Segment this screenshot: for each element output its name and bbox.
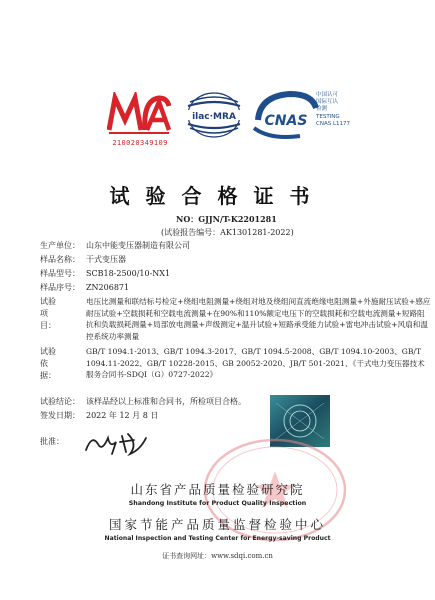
field-value: GB/T 1094.1-2013、GB/T 1094.3-2017、GB/T 1094.5-2008、GB/T 1094.10-2003、GB/T 1094.11-2022、GB/T 10228-2015、GB 20052-2020、JB/T 501-2021、《干式电力变压器技术服务合同书-SDQI（G）0727-2022》: [86, 347, 425, 380]
national-center-name-cn: 国家节能产品质量监督检验中心: [108, 517, 326, 532]
certificate-query-url: 证书查询网址：www.sdqi.com.cn: [162, 552, 273, 560]
certificate-number: NO：GJJN/T-K2201281: [176, 214, 277, 224]
field-value: 2022 年 12 月 8 日: [86, 411, 159, 420]
signature-icon: [82, 430, 152, 458]
field-value: SCB18-2500/10-NX1: [86, 269, 171, 278]
cnas-side-line: TESTING: [316, 113, 340, 120]
field-value: ZN206871: [86, 283, 130, 292]
field-label: 批准：: [40, 437, 64, 446]
field-label: 样品名称：: [40, 255, 80, 264]
svg-text:CNAS: CNAS: [264, 113, 308, 129]
field-value: 电压比测量和联结标号检定+绕组电阻测量+绕组对地及绕组间直流绝缘电阻测量+外施耐压试验+感应耐压试验+空载损耗和空载电流测量+在90%和110%额定电压下的空载损耗和空载电流测量+短路阻抗和负载损耗测量+局部放电测量+声级测定+温升试验+短路承受能力试验+雷电冲击试验+风扇和温控系统功率测量: [86, 297, 431, 341]
institute-name-cn: 山东省产品质量检验研究院: [130, 482, 305, 497]
certificate-title: 试验合格证书: [109, 184, 326, 208]
cnas-accreditation-text: [316, 92, 358, 128]
field-label: 生产单位：: [40, 241, 80, 250]
field-value: 山东中能变压器制造有限公司: [86, 241, 190, 250]
field-label: 试验依据：: [40, 347, 56, 380]
cma-logo-icon: [107, 92, 171, 136]
field-label: 样品型号：: [40, 269, 80, 278]
national-center-name-en: National Inspection and Testing Center for Energy-saving Product: [104, 535, 331, 542]
field-label: 样品序号：: [40, 283, 80, 292]
field-value: 干式变压器: [86, 255, 126, 264]
ilac-mra-logo-icon: [178, 90, 250, 140]
field-label: 试验项目：: [40, 297, 56, 330]
cnas-logo-icon: [250, 90, 320, 142]
cnas-side-line: 检测: [316, 106, 328, 113]
field-label: 签发日期：: [40, 411, 80, 420]
report-number: (试验报告编号：AK1301281-2022): [161, 228, 294, 237]
svg-text:ilac·MRA: ilac·MRA: [192, 112, 236, 122]
field-label: 试验结论：: [40, 397, 80, 406]
field-value: 该样品经以上标准和合同书，所检项目合格。: [86, 397, 246, 406]
institute-name-en: Shandong Institute for Product Quality Inspection: [128, 500, 307, 507]
cnas-side-line: 国际互认: [316, 99, 339, 106]
cnas-side-line: CNAS L1177: [316, 120, 351, 127]
cma-code: 210020349109: [112, 139, 168, 147]
cnas-side-line: 中国认可: [316, 92, 339, 98]
